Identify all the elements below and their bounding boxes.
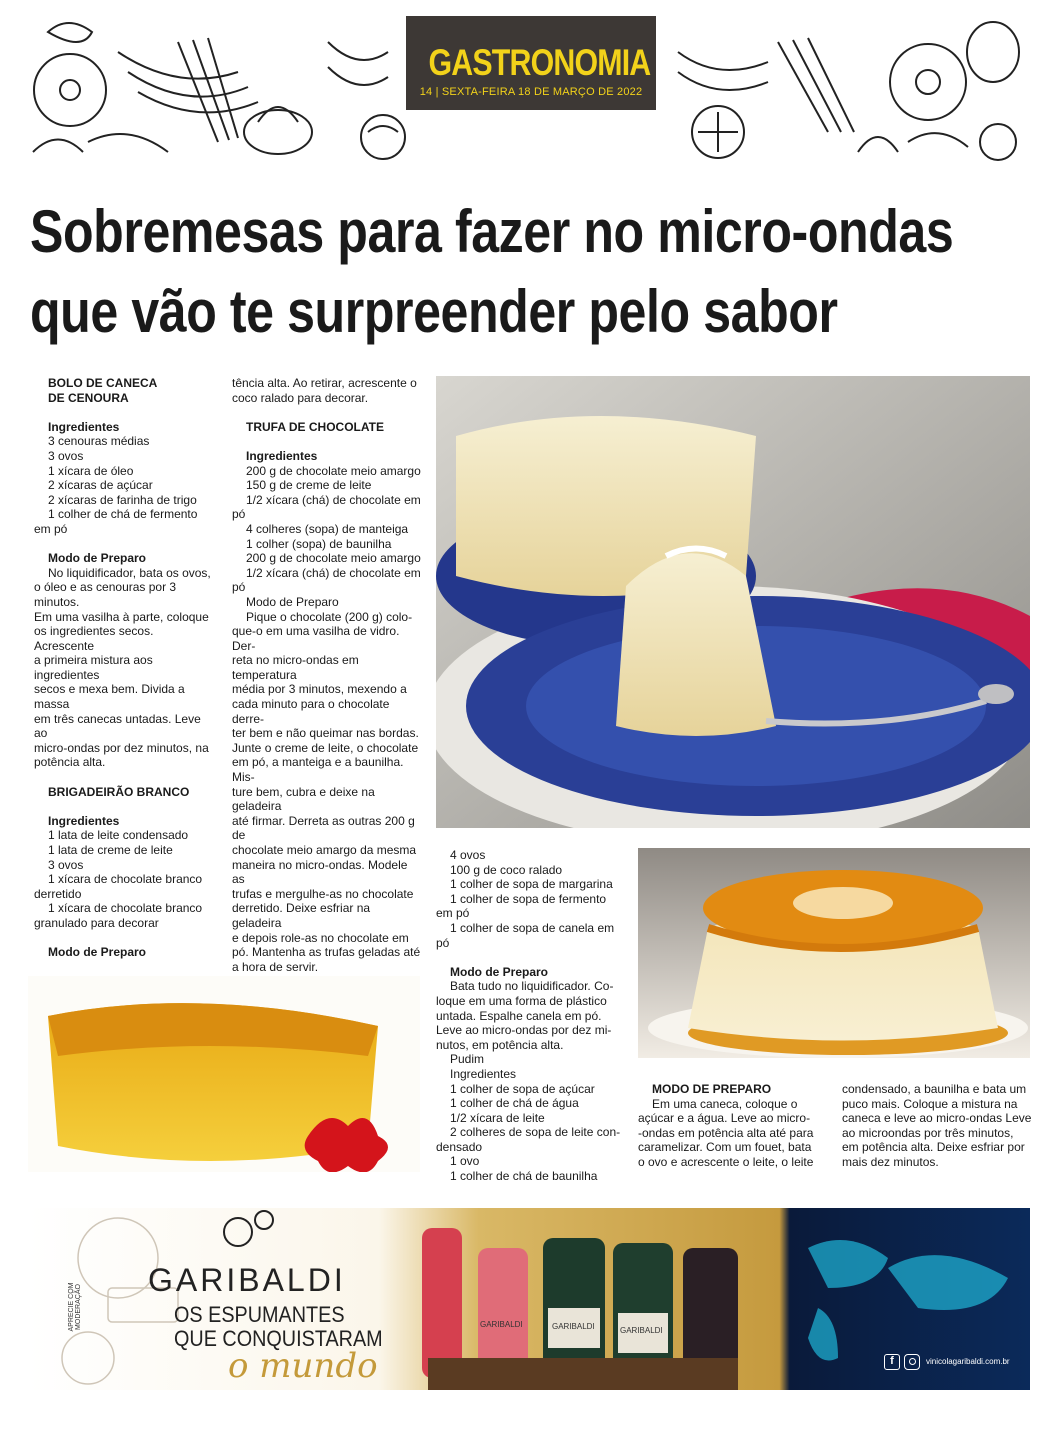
method-line: Em uma vasilha à parte, coloque [34, 609, 209, 624]
method-line: trufas e mergulhe-as no chocolate [232, 886, 414, 901]
ingredient-line: 2 xícaras de açúcar [48, 478, 153, 493]
article-column-1 [34, 376, 216, 1077]
ingredient-line: 1 xícara de óleo [48, 463, 134, 478]
method-line: reta no micro-ondas em temperatura [232, 653, 359, 682]
method-line: -ondas em potência alta até para [638, 1125, 814, 1140]
ingredient-line: derretido [34, 886, 82, 901]
method-line: em pó, a manteiga e a baunilha. Mis- [232, 755, 404, 785]
ingredient-line: 3 ovos [48, 448, 84, 463]
method-line: que-o em uma vasilha de vidro. Der- [232, 624, 400, 653]
method-line: ture bem, cubra e deixe na geladeira [232, 784, 375, 814]
ingredient-line: 1 colher de sopa de canela em pó [436, 920, 615, 950]
method-line: potência alta. [34, 755, 106, 770]
bottle-label: GARIBALDI [480, 1320, 523, 1329]
method-line: untada. Espalhe canela em pó. [436, 1008, 602, 1023]
ingredient-line: granulado para decorar [34, 915, 159, 930]
bottle-label: GARIBALDI [620, 1326, 663, 1335]
ingredient-line: 4 colheres (sopa) de manteiga [246, 521, 409, 536]
method-line: a primeira mistura aos ingredientes [34, 653, 153, 682]
garibaldi-advertisement [28, 1208, 1030, 1390]
page-dateline: 14 | SEXTA-FEIRA 18 DE MARÇO DE 2022 [419, 86, 643, 98]
method-line: Leve ao micro-ondas por dez mi- [436, 1023, 612, 1038]
method-label: Modo de Preparo [246, 594, 339, 609]
ingredient-line: 1 colher de chá de fermento em pó [34, 507, 198, 536]
article-column-5 [842, 1082, 1032, 1170]
recipe-line: 2 colheres de sopa de leite con- [450, 1125, 621, 1140]
facebook-icon: f [884, 1354, 900, 1370]
article-column-4 [638, 1082, 826, 1170]
ingredient-line: 1 colher (sopa) de baunilha [246, 536, 392, 551]
ingredient-line: 150 g de creme de leite [246, 478, 372, 493]
method-line: Em uma caneca, coloque o [652, 1096, 798, 1111]
brand-name: GARIBALDI [148, 1262, 346, 1298]
recipe-line: 1 ovo [450, 1154, 480, 1169]
method-line: No liquidificador, bata os ovos, [48, 565, 211, 580]
method-title: MODO DE PREPARO [652, 1082, 772, 1096]
recipe-line: 1 colher de sopa de açúcar [450, 1081, 595, 1096]
ingredient-line: pó [232, 580, 246, 595]
ingredient-line: em pó [436, 906, 470, 921]
ingredient-line: 100 g de coco ralado [450, 862, 563, 877]
ingredient-line: pó [232, 507, 246, 522]
method-line: puco mais. Coloque a mistura na [842, 1096, 1018, 1111]
method-line: ter bem e não queimar nas bordas. [232, 726, 419, 741]
recipe-title: BRIGADEIRÃO BRANCO [48, 784, 190, 799]
headline-line-1: Sobremesas para fazer no micro-ondas [30, 198, 954, 265]
method-line: mais dez minutos. [842, 1154, 939, 1169]
recipe-line: 1 colher de chá de água [450, 1096, 579, 1111]
method-line: em potência alta. Deixe esfriar por [842, 1140, 1025, 1155]
section-title: GASTRONOMIA [428, 42, 651, 83]
method-line: tência alta. Ao retirar, acrescente o [232, 376, 417, 390]
method-line: em três canecas untadas. Leve ao [34, 711, 201, 741]
method-line: nutos, em potência alta. [436, 1037, 564, 1052]
brand-website: vinicolagaribaldi.com.br [926, 1357, 1010, 1366]
method-line: Junte o creme de leite, o chocolate [232, 740, 419, 755]
ingredient-line: 1 xícara de chocolate branco [48, 901, 203, 916]
method-line: secos e mexa bem. Divida a massa [34, 682, 185, 712]
method-line: coco ralado para decorar. [232, 390, 369, 405]
section-masthead [406, 16, 656, 110]
ingredient-line: 1/2 xícara (chá) de chocolate em [246, 492, 421, 507]
method-line: o óleo e as cenouras por 3 minutos. [34, 580, 177, 609]
moderation-disclaimer: APRECIE COM MODERAÇÃO [68, 1282, 82, 1332]
method-line: média por 3 minutos, mexendo a [232, 682, 407, 697]
ingredient-line: 3 cenouras médias [48, 434, 150, 449]
method-line: caramelizar. Com um fouet, bata [638, 1140, 812, 1155]
method-line: loque em uma forma de plástico [436, 993, 607, 1008]
recipe-line: 1/2 xícara de leite [450, 1110, 545, 1125]
ingredient-line: 200 g de chocolate meio amargo [246, 551, 421, 566]
ingredient-line: 1/2 xícara (chá) de chocolate em [246, 565, 421, 580]
method-line: micro-ondas por dez minutos, na [34, 740, 209, 755]
recipe-line: densado [436, 1139, 483, 1154]
recipe-title: DE CENOURA [48, 390, 129, 405]
ingredient-line: 1 colher de sopa de fermento [450, 891, 607, 906]
method-line: chocolate meio amargo da mesma [232, 843, 417, 857]
method-line: derretido. Deixe esfriar na geladeira [232, 901, 371, 930]
ingredient-line: 3 ovos [48, 857, 84, 872]
article-headline [30, 192, 1040, 352]
method-line: até firmar. Derreta as outras 200 g de [232, 813, 415, 843]
instagram-icon [904, 1354, 920, 1370]
recipe-line: 1 colher de chá de baunilha [450, 1169, 598, 1184]
ingredient-line: 200 g de chocolate meio amargo [246, 463, 421, 478]
method-line: Bata tudo no liquidificador. Co- [450, 979, 614, 994]
method-line: e depois role-as no chocolate em [232, 930, 409, 945]
decorative-vegetable-illustration-left [28, 12, 406, 172]
bottle-label: GARIBALDI [552, 1322, 595, 1331]
article-column-2 [232, 376, 422, 1062]
ingredients-label: Ingredientes [246, 448, 318, 463]
method-line: cada minuto para o chocolate derre- [232, 697, 390, 726]
decorative-vegetable-illustration-right [658, 12, 1030, 172]
ad-slogan-line-3: o mundo [228, 1346, 378, 1386]
ingredient-line: 4 ovos [450, 848, 486, 862]
recipe-line: Ingredientes [450, 1066, 517, 1081]
ad-slogan-line-1: OS ESPUMANTES [174, 1302, 345, 1327]
method-label: Modo de Preparo [450, 964, 549, 979]
method-line: a hora de servir. [232, 959, 319, 974]
ingredient-line: 2 xícaras de farinha de trigo [48, 492, 197, 507]
method-line: os ingredientes secos. Acrescente [34, 624, 154, 653]
recipe-title: BOLO DE CANECA [48, 376, 158, 390]
ingredients-label: Ingredientes [48, 813, 120, 828]
method-line: Pique o chocolate (200 g) colo- [246, 609, 413, 624]
ingredient-line: 1 lata de leite condensado [48, 828, 189, 843]
method-line: maneira no micro-ondas. Modele as [232, 857, 408, 887]
corn-cake-photo [28, 976, 420, 1172]
method-label: Modo de Preparo [48, 945, 147, 960]
pudim-photo [638, 848, 1030, 1058]
ingredient-line: 1 colher de sopa de margarina [450, 877, 613, 892]
method-line: açúcar e a água. Leve ao micro- [638, 1111, 811, 1126]
method-line: caneca e leve ao micro-ondas Leve [842, 1111, 1032, 1126]
method-line: condensado, a baunilha e bata um [842, 1082, 1027, 1096]
method-line: o ovo e acrescente o leite, o leite [638, 1154, 814, 1169]
method-line: pó. Mantenha as trufas geladas até [232, 945, 421, 960]
headline-line-2: que vão te surpreender pelo sabor [30, 278, 838, 345]
ad-slogan-line-2: QUE CONQUISTARAM [174, 1326, 383, 1351]
method-line: ao microondas por três minutos, [842, 1125, 1014, 1140]
recipe-title: TRUFA DE CHOCOLATE [246, 419, 384, 434]
article-column-3 [436, 848, 622, 1184]
coconut-cake-photo [436, 376, 1030, 828]
ingredients-label: Ingredientes [48, 419, 120, 434]
method-label: Modo de Preparo [48, 551, 147, 566]
ingredient-line: 1 lata de creme de leite [48, 843, 173, 857]
ingredient-line: 1 xícara de chocolate branco [48, 872, 203, 887]
recipe-line: Pudim [450, 1052, 485, 1067]
